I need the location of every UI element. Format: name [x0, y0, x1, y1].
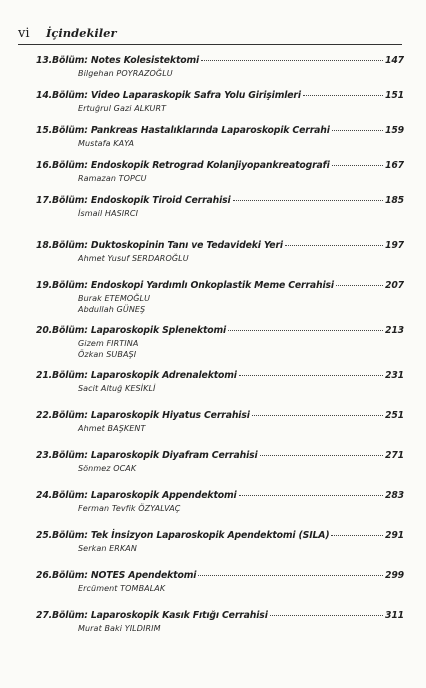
chapter-authors	[36, 338, 404, 360]
dot-leader	[336, 285, 383, 286]
author-name: Ertuğrul Gazi ALKURT	[78, 104, 167, 113]
chapter-title: 18.Bölüm: Duktoskopinin Tanı ve Tedavideki Yeri	[36, 240, 283, 251]
toc-entry-line	[36, 410, 404, 421]
chapter-authors	[36, 463, 404, 474]
toc-entry-line	[36, 570, 404, 581]
toc-entry	[36, 490, 404, 514]
dot-leader	[332, 130, 383, 131]
chapter-page-number: 159	[385, 125, 404, 136]
dot-leader	[332, 165, 383, 166]
chapter-authors	[36, 68, 404, 79]
chapter-title: 21.Bölüm: Laparoskopik Adrenalektomi	[36, 370, 237, 381]
author-name: Ferman Tevfik ÖZYALVAÇ	[78, 504, 181, 513]
chapter-page-number: 185	[385, 195, 404, 206]
chapter-title: 13.Bölüm: Notes Kolesistektomi	[36, 55, 200, 66]
chapter-page-number: 271	[385, 450, 404, 461]
toc-entry-line	[36, 530, 404, 541]
chapter-authors	[36, 623, 404, 634]
toc-entry	[36, 55, 404, 79]
toc-entry-line	[36, 280, 404, 291]
author-name: Ramazan TOPCU	[78, 174, 147, 183]
chapter-authors	[36, 383, 404, 394]
chapter-authors	[36, 103, 404, 114]
author-name: Abdullah GÜNEŞ	[78, 305, 146, 314]
toc-entry-line	[36, 195, 404, 206]
chapter-page-number: 251	[385, 410, 404, 421]
author-name: Ahmet Yusuf SERDAROĞLU	[78, 254, 189, 263]
toc-entry	[36, 370, 404, 394]
toc-entry-line	[36, 610, 404, 621]
chapter-page-number: 213	[385, 325, 404, 336]
chapter-authors	[36, 583, 404, 594]
chapter-page-number: 299	[385, 570, 404, 581]
toc-entry	[36, 280, 404, 315]
author-name: Özkan SUBAŞI	[78, 350, 137, 359]
page-title: İçindekiler	[46, 26, 117, 40]
dot-leader	[239, 375, 383, 376]
dot-leader	[239, 495, 383, 496]
chapter-authors	[36, 503, 404, 514]
author-name: Bilgehan POYRAZOĞLU	[78, 69, 173, 78]
chapter-title: 14.Bölüm: Video Laparaskopik Safra Yolu Girişimleri	[36, 90, 301, 101]
toc-entry-line	[36, 160, 404, 171]
toc-entry-line	[36, 370, 404, 381]
chapter-page-number: 291	[385, 530, 404, 541]
toc-entry	[36, 530, 404, 554]
dot-leader	[201, 60, 383, 61]
toc-entry	[36, 610, 404, 634]
toc-entry	[36, 160, 404, 184]
author-name: Sönmez OCAK	[78, 464, 137, 473]
chapter-authors	[36, 173, 404, 184]
page-number: vi	[18, 26, 30, 41]
chapter-page-number: 167	[385, 160, 404, 171]
author-name: İsmail HASIRCI	[78, 209, 139, 218]
chapter-page-number: 147	[385, 55, 404, 66]
toc-entry	[36, 195, 404, 219]
dot-leader	[228, 330, 383, 331]
chapter-title: 27.Bölüm: Laparoskopik Kasık Fıtığı Cerrahisi	[36, 610, 268, 621]
chapter-title: 17.Bölüm: Endoskopik Tiroid Cerrahisi	[36, 195, 231, 206]
chapter-page-number: 283	[385, 490, 404, 501]
dot-leader	[331, 535, 383, 536]
author-name: Ercüment TOMBALAK	[78, 584, 166, 593]
chapter-page-number: 207	[385, 280, 404, 291]
author-name: Gizem FIRTINA	[78, 339, 139, 348]
chapter-page-number: 231	[385, 370, 404, 381]
chapter-authors	[36, 293, 404, 315]
chapter-title: 19.Bölüm: Endoskopi Yardımlı Onkoplastik Meme Cerrahisi	[36, 280, 334, 291]
author-name: Ahmet BAŞKENT	[78, 424, 146, 433]
chapter-title: 26.Bölüm: NOTES Apendektomi	[36, 570, 197, 581]
dot-leader	[260, 455, 383, 456]
dot-leader	[285, 245, 383, 246]
chapter-authors	[36, 138, 404, 149]
toc-entry-line	[36, 240, 404, 251]
chapter-page-number: 151	[385, 90, 404, 101]
toc-entry-line	[36, 55, 404, 66]
toc-entry	[36, 125, 404, 149]
author-name: Sacit Altuğ KESİKLİ	[78, 384, 156, 393]
dot-leader	[303, 95, 383, 96]
dot-leader	[198, 575, 383, 576]
chapter-title: 25.Bölüm: Tek İnsizyon Laparoskopik Apendektomi (SILA)	[36, 530, 330, 541]
chapter-page-number: 197	[385, 240, 404, 251]
dot-leader	[233, 200, 383, 201]
toc-entry-line	[36, 325, 404, 336]
chapter-title: 24.Bölüm: Laparoskopik Appendektomi	[36, 490, 237, 501]
dot-leader	[270, 615, 383, 616]
chapter-page-number: 311	[385, 610, 404, 621]
toc-entry	[36, 410, 404, 434]
toc-entry	[36, 90, 404, 114]
dot-leader	[252, 415, 383, 416]
page-header	[18, 26, 402, 45]
chapter-title: 22.Bölüm: Laparoskopik Hiyatus Cerrahisi	[36, 410, 250, 421]
author-name: Burak ETEMOĞLU	[78, 294, 151, 303]
toc-entry	[36, 240, 404, 264]
toc-entry-line	[36, 490, 404, 501]
author-name: Mustafa KAYA	[78, 139, 135, 148]
chapter-authors	[36, 253, 404, 264]
author-name: Serkan ERKAN	[78, 544, 137, 553]
author-name: Murat Baki YILDIRIM	[78, 624, 161, 633]
toc-entry	[36, 450, 404, 474]
chapter-title: 16.Bölüm: Endoskopik Retrograd Kolanjiyopankreatografi	[36, 160, 330, 171]
chapter-authors	[36, 208, 404, 219]
chapter-authors	[36, 543, 404, 554]
toc-entry	[36, 325, 404, 360]
toc-entry-line	[36, 450, 404, 461]
toc-entry	[36, 570, 404, 594]
toc-entry-line	[36, 125, 404, 136]
chapter-title: 20.Bölüm: Laparoskopik Splenektomi	[36, 325, 227, 336]
chapter-title: 15.Bölüm: Pankreas Hastalıklarında Laparoskopik Cerrahi	[36, 125, 330, 136]
chapter-title: 23.Bölüm: Laparoskopik Diyafram Cerrahisi	[36, 450, 258, 461]
chapter-authors	[36, 423, 404, 434]
toc-entry-line	[36, 90, 404, 101]
